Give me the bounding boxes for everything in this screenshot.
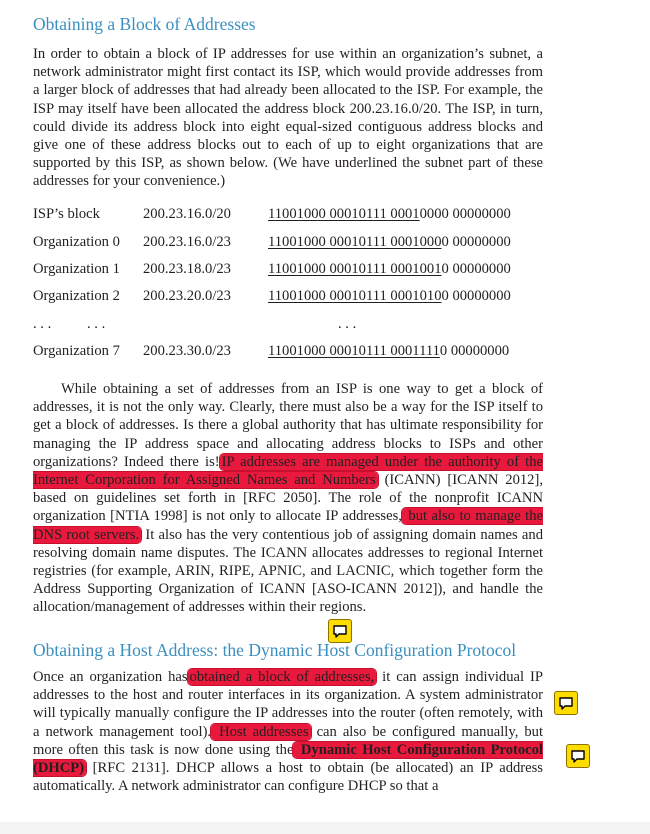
host-part: 0 00000000 bbox=[441, 288, 511, 304]
dhcp-paragraph bbox=[33, 668, 543, 795]
row-block: 200.23.30.0/23 bbox=[143, 343, 231, 359]
row-label: ISP’s block bbox=[33, 206, 100, 222]
host-part: 0 00000000 bbox=[441, 234, 511, 250]
subnet-part: 11001000 00010111 0001010 bbox=[268, 288, 442, 304]
highlight[interactable]: obtained a block of addresses, bbox=[189, 669, 375, 685]
host-part: 0 00000000 bbox=[441, 261, 511, 277]
row-bits bbox=[268, 343, 509, 360]
text-run: Once an organization has bbox=[33, 669, 188, 685]
subnet-part: 11001000 00010111 0001111 bbox=[268, 343, 440, 359]
host-part: 0000 00000000 bbox=[419, 206, 511, 222]
highlight[interactable]: but also to manage the DNS root servers. bbox=[33, 508, 543, 543]
section-heading-dhcp: Obtaining a Host Address: the Dynamic Host Configuration Protocol bbox=[33, 640, 517, 660]
text-run: can also be configured manually, but more often this task is now done using the bbox=[33, 723, 543, 758]
row-label: Organization 7 bbox=[33, 343, 120, 359]
row-bits bbox=[268, 206, 511, 223]
host-part: 0 00000000 bbox=[439, 343, 510, 359]
row-label: Organization 1 bbox=[33, 261, 120, 277]
table-row bbox=[33, 234, 553, 254]
text-run: it can assign individual IP addresses to the host and router interfaces in its organization. A system administrator will typically manually configure the IP addresses into the router (often remotely, with a network management tool). bbox=[33, 669, 543, 740]
row-bits bbox=[268, 261, 511, 278]
text-run: (ICANN) [ICANN 2012], based on guidelines set forth in [RFC 2050]. The role of the nonprofit ICANN organization [NTIA 1998] is not only to allocate IP addresses, bbox=[33, 472, 543, 525]
icann-paragraph bbox=[33, 380, 543, 617]
table-row bbox=[33, 288, 553, 308]
row-block: 200.23.18.0/23 bbox=[143, 261, 231, 277]
table-row bbox=[33, 261, 553, 281]
highlight[interactable]: IP addresses are managed under the authority of the Internet Corporation for Assigned Names and Numbers bbox=[33, 453, 543, 489]
text-run: [RFC 2131]. DHCP allows a host to obtain (be allocated) an IP address automatically. A network administrator can configure DHCP so that a bbox=[33, 760, 543, 795]
row-block: 200.23.16.0/20 bbox=[143, 206, 231, 222]
ellipsis: . . . bbox=[87, 316, 106, 332]
comment-note-icon[interactable] bbox=[566, 744, 590, 768]
row-block: 200.23.20.0/23 bbox=[143, 288, 231, 304]
text-run: It also has the very contentious job of assigning domain names and resolving domain name disputes. The ICANN allocates addresses to regional Internet registries (for example, ARIN, RIPE, APNIC, and LACNIC, which together form the Address Supporting Organization of ICANN [ASO-ICANN 2012]), and handle the allocation/management of addresses within their regions. bbox=[33, 526, 544, 616]
subnet-part: 11001000 00010111 0001 bbox=[268, 206, 420, 222]
ellipsis: . . . bbox=[33, 316, 52, 332]
highlight[interactable]: Host addresses bbox=[213, 723, 309, 740]
row-bits bbox=[268, 234, 511, 251]
table-row bbox=[33, 206, 553, 226]
row-block: 200.23.16.0/23 bbox=[143, 234, 231, 250]
subnet-part: 11001000 00010111 0001001 bbox=[268, 261, 442, 277]
row-label: Organization 2 bbox=[33, 288, 120, 304]
section-heading-block: Obtaining a Block of Addresses bbox=[33, 14, 256, 34]
row-bits bbox=[268, 288, 511, 305]
table-row-ellipsis bbox=[33, 316, 553, 336]
row-label: Organization 0 bbox=[33, 234, 120, 250]
table-row bbox=[33, 343, 553, 363]
subnet-part: 11001000 00010111 0001000 bbox=[268, 234, 442, 250]
highlight[interactable]: Dynamic Host Configuration Protocol (DHCP) bbox=[33, 741, 543, 777]
comment-note-icon[interactable] bbox=[554, 691, 578, 715]
ellipsis: . . . bbox=[338, 316, 357, 332]
page-footer-bar bbox=[0, 822, 650, 834]
intro-paragraph: In order to obtain a block of IP addresses for use within an organization’s subnet, a network administrator might first contact its ISP, which would provide addresses from a larger block of addresses that had already been allocated to the ISP. For example, the ISP may itself have been allocated the address block 200.23.16.0/20. The ISP, in turn, could divide its address block into eight equal-sized contiguous address blocks and give one of these address blocks out to each of up to eight organizations that are supported by this ISP, as shown below. (We have underlined the subnet part of these addresses for your convenience.) bbox=[33, 46, 543, 190]
text-run: While obtaining a set of addresses from an ISP is one way to get a block of addresses, it is not the only way. Clearly, there must also be a way for the ISP itself to get a block of addresses. Is there a global authority that has ultimate responsibility for managing the IP address space and allocating address blocks to ISPs and other organizations? Indeed there is! bbox=[33, 381, 543, 470]
